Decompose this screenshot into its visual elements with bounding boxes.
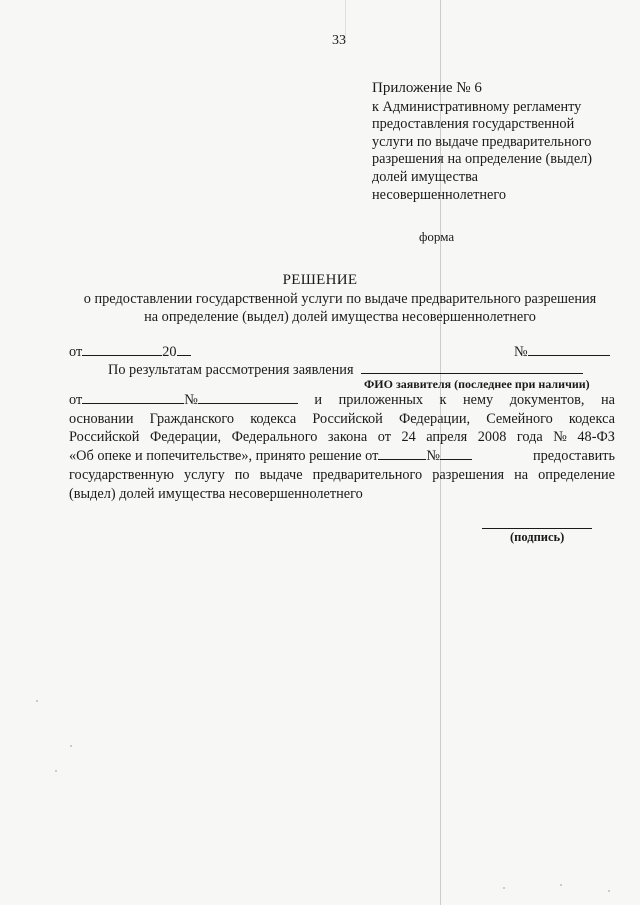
body-word: 48-ФЗ [577,429,615,446]
body-word: на [600,392,615,408]
year-prefix: 20 [162,344,177,360]
body-word: Семейного [486,410,553,427]
body-word: к [439,392,447,408]
body-word: основании [69,410,134,427]
number-label: № [514,344,528,360]
body-word: № [426,448,441,465]
appendix-line: долей имущества [372,168,478,185]
date-row [69,343,191,361]
page-number: 33 [332,33,346,48]
form-label: форма [419,229,455,244]
body-line-3 [69,428,615,447]
body-phrase: «Об опеке и попечительстве», принято решение от [69,448,379,465]
body-line-2 [69,410,615,429]
appendix-line: разрешения на определение (выдел) [372,151,593,168]
body-word: предоставить [532,448,615,465]
appendix-line: к Административному регламенту [372,98,582,115]
body-line-4 [69,447,615,466]
body-word: 24 [401,429,416,446]
year-blank[interactable] [177,343,191,356]
fio-caption: ФИО заявителя (последнее при наличии) [364,377,590,391]
body-word: года [516,429,543,446]
body-word: 2008 [477,429,507,446]
review-text: По результатам рассмотрения заявления [108,362,354,378]
body-word: на [514,466,529,483]
appendix-title: Приложение № 6 [372,80,482,96]
body-word: Гражданского [149,410,235,427]
body-word: закона [327,429,368,446]
number-row [514,343,610,361]
application-number-blank[interactable] [198,391,298,404]
decision-number-blank[interactable] [440,447,472,460]
decision-body [69,391,615,503]
signature-caption: (подпись) [510,530,565,544]
from-label: от [69,344,83,360]
scan-speck [70,745,72,747]
body-word: от [377,429,391,446]
appendix-line: услуги по выдаче предварительного [372,133,592,150]
body-word: разрешения [432,466,505,483]
application-date-blank[interactable] [82,391,184,404]
decision-title: РЕШЕНИЕ [282,272,358,288]
scan-speck [55,770,57,772]
body-word: и [314,392,323,408]
body-word: нему [463,392,494,408]
number-blank[interactable] [528,343,610,356]
scan-speck [560,884,562,886]
applicant-fio-blank[interactable] [361,361,583,374]
body-line-5 [69,466,615,485]
body-word: определение [538,466,615,483]
body-word: № [553,429,567,446]
body-line-6: (выдел) долей имущества несовершеннолетнего [69,485,363,502]
scan-speck [608,890,610,892]
scan-speck [36,700,38,702]
appendix-line: несовершеннолетнего [372,186,507,203]
decision-subtitle-line: о предоставлении государственной услуги по выдаче предварительного разрешения [83,291,597,307]
body-word: № [184,392,198,408]
appendix-block [372,80,632,204]
body-word: Федерального [231,429,318,446]
body-word: государственную [69,466,174,483]
scan-speck [503,887,505,889]
body-word: апреля [426,429,468,446]
body-word: приложенных [338,392,424,408]
body-word: кодекса [568,410,615,427]
body-word: услугу [183,466,225,483]
body-word: Федерации, [149,429,222,446]
appendix-line: предоставления государственной [372,116,575,133]
body-line-1 [69,391,615,410]
body-word: от [69,392,83,408]
body-word: выдаче [259,466,303,483]
body-word: документов, [509,392,585,408]
body-word: предварительного [312,466,423,483]
body-word: кодекса [250,410,297,427]
body-word: Российской [69,429,140,446]
decision-subtitle-line: на определение (выдел) долей имущества несовершеннолетнего [144,308,536,325]
signature-line[interactable] [482,528,592,529]
body-word: Федерации, [398,410,471,427]
body-word: по [234,466,250,483]
body-word: Российской [312,410,383,427]
date-blank[interactable] [82,343,162,356]
decision-subtitle [60,291,620,326]
decision-date-blank[interactable] [378,447,426,460]
